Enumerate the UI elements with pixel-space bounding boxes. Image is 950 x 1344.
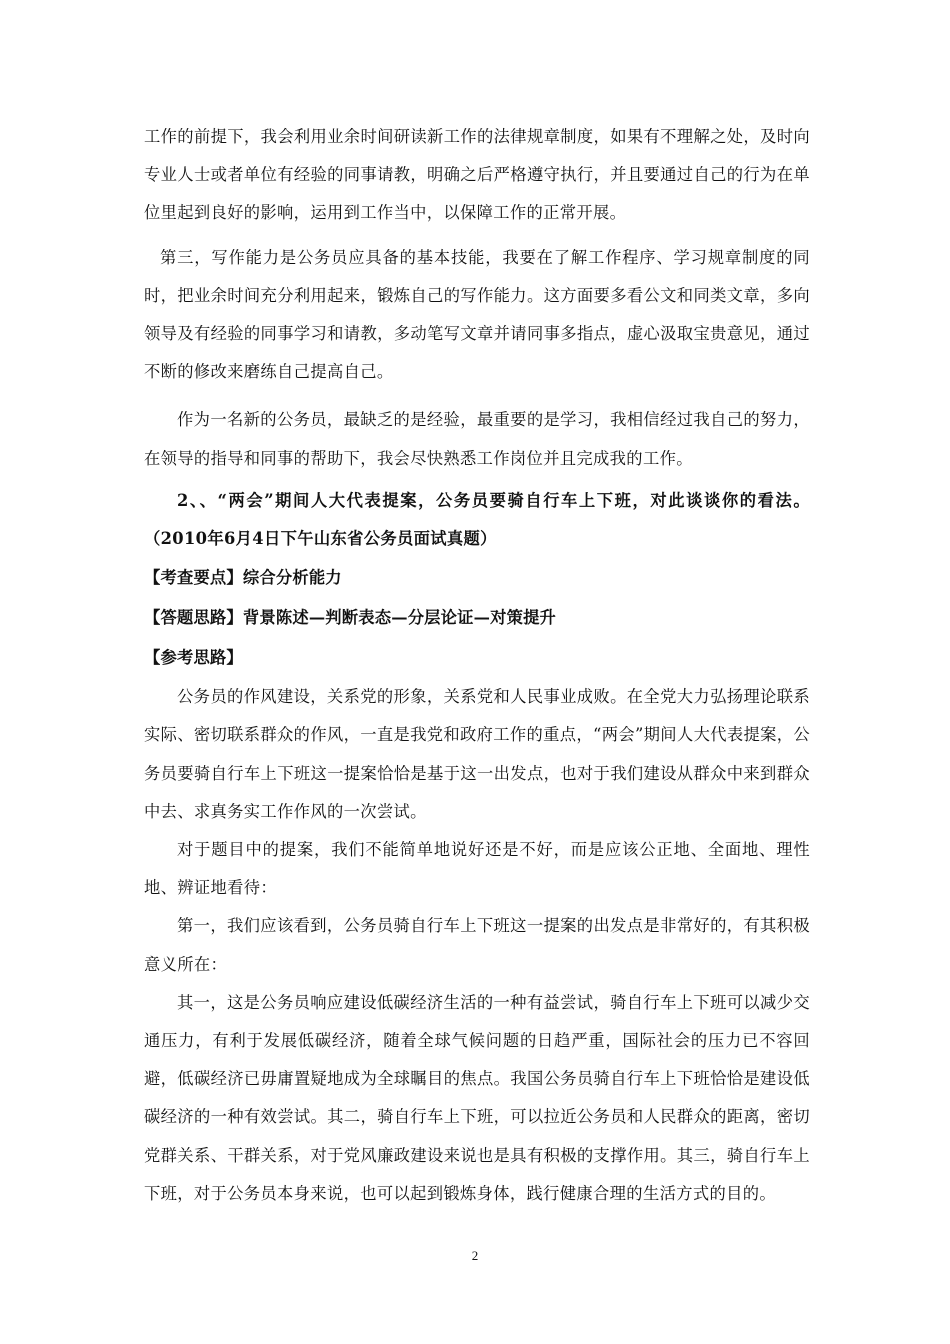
paragraph-conclusion: 作为一名新的公务员，最缺乏的是经验，最重要的是学习，我相信经过我自己的努力，在领导的指导和同事的帮助下，我会尽快熟悉工作岗位并且完成我的工作。 [144, 410, 810, 468]
answer-approach-heading: 【答题思路】背景陈述—判断表态—分层论证—对策提升 [144, 608, 557, 628]
document-body [144, 118, 810, 1213]
reference-paragraph: 第一，我们应该看到，公务员骑自行车上下班这一提案的出发点是非常好的，有其积极意义所在： [144, 916, 810, 974]
reference-heading: 【参考思路】 [144, 648, 243, 668]
reference-paragraph: 对于题目中的提案，我们不能简单地说好还是不好，而是应该公正地、全面地、理性地、辨证地看待： [144, 840, 810, 898]
reference-paragraph: 公务员的作风建设，关系党的形象，关系党和人民事业成败。在全党大力弘扬理论联系实际、密切联系群众的作风，一直是我党和政府工作的重点，“两会”期间人大代表提案，公务员要骑自行车上下班这一提案恰恰是基于这一出发点，也对于我们建设从群众中来到群众中去、求真务实工作作风的一次尝试。 [144, 687, 810, 821]
question-heading: 2、、“两会”期间人大代表提案，公务员要骑自行车上下班，对此谈谈你的看法。（2010年6月4日下午山东省公务员面试真题） [144, 490, 810, 549]
key-points-heading: 【考查要点】综合分析能力 [144, 568, 342, 588]
page-number: 2 [471, 1248, 479, 1263]
reference-paragraph: 其一，这是公务员响应建设低碳经济生活的一种有益尝试，骑自行车上下班可以减少交通压力，有利于发展低碳经济，随着全球气候问题的日趋严重，国际社会的压力已不容回避，低碳经济已毋庸置疑地成为全球瞩目的焦点。我国公务员骑自行车上下班恰恰是建设低碳经济的一种有效尝试。其二，骑自行车上下班，可以拉近公务员和人民群众的距离，密切党群关系、干群关系，对于党风廉政建设来说也是具有积极的支撑作用。其三，骑自行车上下班，对于公务员本身来说，也可以起到锻炼身体，践行健康合理的生活方式的目的。 [144, 992, 810, 1203]
paragraph-writing-ability: 第三，写作能力是公务员应具备的基本技能，我要在了解工作程序、学习规章制度的同时，把业余时间充分利用起来，锻炼自己的写作能力。这方面要多看公文和同类文章，多向领导及有经验的同事学习和请教，多动笔写文章并请同事多指点，虚心汲取宝贵意见，通过不断的修改来磨练自己提高自己。 [144, 247, 810, 382]
paragraph-continued: 工作的前提下，我会利用业余时间研读新工作的法律规章制度，如果有不理解之处，及时向专业人士或者单位有经验的同事请教，明确之后严格遵守执行，并且要通过自己的行为在单位里起到良好的影响，运用到工作当中，以保障工作的正常开展。 [144, 127, 810, 223]
